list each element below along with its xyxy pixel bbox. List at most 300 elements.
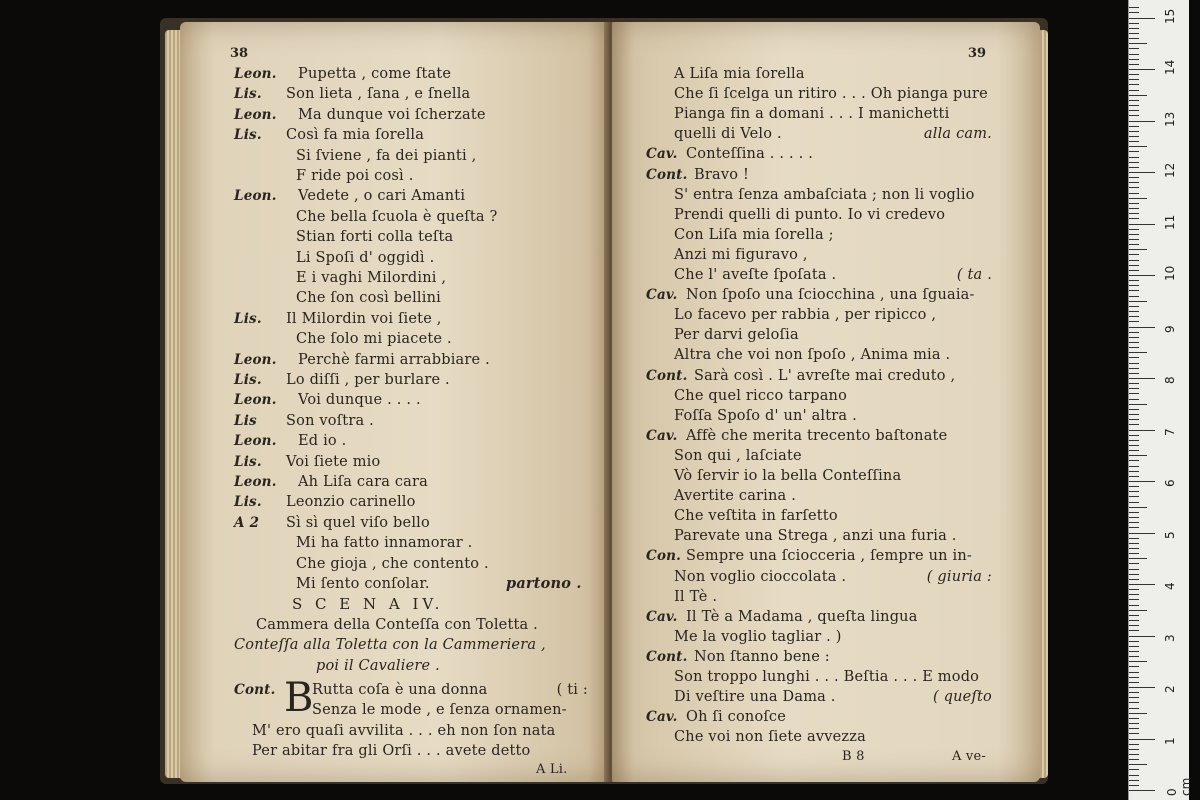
ruler-tick [1129, 182, 1139, 183]
verse-turnover: ( ti : [556, 682, 588, 698]
text-line [646, 345, 992, 365]
ruler-tick [1129, 234, 1139, 235]
line-text: Sì sì quel viſo bello [286, 514, 430, 531]
ruler-tick [1129, 54, 1139, 55]
ruler-tick [1129, 208, 1139, 209]
ruler-tick [1129, 538, 1139, 539]
speaker-label: Leon. [234, 351, 277, 368]
line-text: Non ſtanno bene : [694, 648, 830, 665]
text-line [646, 506, 992, 526]
ruler-tick [1129, 198, 1147, 199]
ruler-tick [1129, 399, 1139, 400]
measurement-ruler [1128, 0, 1193, 800]
line-text: Senza le mode , e ſenza ornamen- [312, 702, 567, 719]
ruler-tick [1129, 527, 1139, 528]
line-text: Pianga fin a domani . . . I manichetti [674, 106, 950, 123]
ruler-tick [1129, 733, 1139, 734]
ruler-tick [1129, 18, 1155, 19]
ruler-tick [1129, 682, 1139, 683]
text-line [234, 452, 604, 472]
ruler-tick [1129, 146, 1147, 147]
ruler-tick [1129, 522, 1139, 523]
text-line [646, 124, 992, 144]
text-line [646, 285, 992, 305]
ruler-tick [1129, 558, 1147, 559]
ruler-tick [1129, 646, 1139, 647]
ruler-tick [1129, 229, 1139, 230]
text-line [646, 486, 992, 506]
ruler-label: 12 [1163, 162, 1177, 178]
text-line [234, 268, 604, 288]
ruler-label: 5 [1163, 530, 1177, 539]
ruler-tick [1129, 95, 1147, 96]
ruler-tick [1129, 476, 1139, 477]
ruler-tick [1129, 203, 1139, 204]
speaker-label: Lis. [234, 86, 262, 103]
ruler-tick [1129, 553, 1139, 554]
signature-mark: B 8 [842, 749, 865, 765]
ruler-label: 3 [1163, 633, 1177, 642]
line-text: Oh ſi conoſce [686, 709, 787, 726]
text-line [234, 390, 604, 410]
text-line [234, 186, 604, 206]
text-line [646, 165, 992, 185]
ruler-tick [1129, 672, 1139, 673]
ruler-tick [1129, 625, 1139, 626]
ruler-tick [1129, 543, 1139, 544]
ruler-tick [1129, 74, 1139, 75]
line-text: Ed io . [298, 433, 347, 450]
ruler-tick [1129, 491, 1139, 492]
ruler-label: 6 [1163, 479, 1177, 487]
ruler-tick [1129, 352, 1147, 353]
ruler-tick [1129, 641, 1139, 642]
ruler-tick [1129, 610, 1147, 611]
line-text: Me la voglio tagliar . ) [674, 628, 842, 645]
ruler-tick [1129, 769, 1139, 770]
ruler-tick [1129, 110, 1139, 111]
line-text: Sarà così . L' avreſte mai creduto , [694, 367, 956, 384]
text-line [234, 554, 604, 574]
text-line [234, 370, 604, 390]
line-text: Non ſpoſo una ſciocchina , una ſguaia- [686, 287, 975, 304]
ruler-tick [1129, 666, 1139, 667]
ruler-tick [1129, 383, 1139, 384]
ruler-tick [1129, 136, 1139, 137]
ruler-tick [1129, 507, 1147, 508]
speaker-label: Cont. [646, 648, 688, 665]
catchword: A ve- [952, 749, 986, 765]
text-line [234, 207, 604, 227]
line-text: Che l' aveſte ſpoſata . [674, 267, 837, 283]
line-text: Vò ſervir io la bella Conteſſina [674, 468, 902, 484]
ruler-tick [1129, 780, 1139, 781]
text-line [646, 687, 992, 707]
ruler-tick [1129, 486, 1139, 487]
speaker-label: Con. [646, 548, 682, 565]
line-text: Per abitar fra gli Orſi . . . avete detto [252, 743, 531, 760]
text-line [646, 406, 992, 426]
line-text: Che quel ricco tarpano [674, 387, 848, 404]
text-line [646, 185, 992, 205]
text-line [234, 350, 604, 370]
text-line [646, 667, 992, 687]
text-line [234, 513, 604, 533]
ruler-tick [1129, 373, 1139, 374]
ruler-label: 7 [1163, 427, 1177, 436]
text-line [234, 105, 604, 125]
line-text: Che bella ſcuola è queſta ? [296, 208, 498, 225]
ruler-tick [1129, 393, 1139, 394]
ruler-tick [1129, 460, 1139, 461]
ruler-tick [1129, 285, 1139, 286]
ruler-tick [1129, 332, 1139, 333]
text-line [646, 205, 992, 225]
line-text: Prendi quelli di punto. Io vi credevo [674, 206, 946, 223]
line-text: Che ſolo mi piacete . [296, 331, 452, 348]
text-line [646, 366, 992, 386]
line-text: quelli di Velo . [674, 126, 782, 143]
line-text: Perchè farmi arrabbiare . [298, 351, 490, 368]
line-text: Pupetta , come ſtate [298, 66, 452, 82]
ruler-tick [1129, 378, 1155, 379]
ruler-tick [1129, 296, 1139, 297]
line-text: Mi ha fatto innamorar . [296, 535, 473, 552]
text-line [646, 144, 992, 164]
ruler-tick [1129, 450, 1139, 451]
text-line [646, 546, 992, 566]
ruler-tick [1129, 79, 1139, 80]
line-text: Altra che voi non ſpoſo , Anima mia . [674, 347, 951, 364]
ruler-tick [1129, 718, 1139, 719]
verse-turnover: ( queſto [933, 689, 992, 706]
speaker-label: Lis. [234, 127, 262, 144]
ruler-tick [1129, 301, 1147, 302]
line-text: Sempre una ſciocceria , ſempre un in- [686, 548, 972, 565]
text-line [234, 166, 604, 186]
ruler-tick [1129, 435, 1139, 436]
ruler-tick [1129, 697, 1139, 698]
line-text: Voi dunque . . . . [298, 392, 421, 409]
ruler-tick [1129, 126, 1139, 127]
line-text: Il Tè a Madama , queſta lingua [686, 608, 918, 625]
ruler-tick [1129, 430, 1155, 431]
ruler-tick [1129, 630, 1139, 631]
ruler-tick [1129, 512, 1139, 513]
text-line [234, 492, 604, 512]
ruler-tick [1129, 440, 1139, 441]
ruler-label: 8 [1163, 376, 1177, 384]
line-text: Bravo ! [694, 166, 749, 183]
ruler-tick [1129, 151, 1139, 152]
line-text: Affè che merita trecento baſtonate [686, 427, 948, 444]
line-text: Per darvi geloſia [674, 327, 799, 344]
ruler-tick [1129, 84, 1139, 85]
speaker-label: Cav. [646, 287, 678, 304]
ruler-tick [1129, 141, 1139, 142]
ruler-tick [1129, 692, 1139, 693]
left-page [180, 22, 610, 782]
speaker-label: Leon. [234, 392, 277, 409]
text-line [234, 329, 604, 349]
speaker-label: Cont. [646, 367, 688, 384]
line-text: F ride poi così . [296, 168, 414, 184]
text-line [646, 446, 992, 466]
line-text: Che ſon così bellini [296, 290, 441, 307]
ruler-tick [1129, 615, 1139, 616]
right-page [612, 22, 1040, 782]
text-line [646, 647, 992, 667]
ruler-tick [1129, 12, 1139, 13]
ruler-tick [1129, 162, 1139, 163]
text-line [646, 64, 992, 84]
ruler-tick [1129, 656, 1139, 657]
line-text: Son troppo lunghi . . . Beſtia . . . E modo [674, 669, 980, 685]
ruler-tick [1129, 311, 1139, 312]
line-text: Che veſtita in farſetto [674, 508, 838, 525]
ruler-tick [1129, 100, 1139, 101]
ruler-tick [1129, 713, 1147, 714]
text-line [646, 567, 992, 587]
line-text: Il Tè . [674, 588, 718, 605]
ruler-tick [1129, 115, 1139, 116]
text-line [646, 84, 992, 104]
text-line [234, 574, 604, 594]
text-line [234, 248, 604, 268]
text-line [234, 227, 604, 247]
speaker-label: Cav. [646, 427, 678, 444]
ruler-tick [1129, 764, 1147, 765]
ruler-tick [1129, 687, 1155, 688]
ruler-tick [1129, 708, 1139, 709]
speaker-label: Leon. [234, 188, 277, 205]
text-line [646, 325, 992, 345]
ruler-tick [1129, 121, 1155, 122]
ruler-label: 13 [1163, 111, 1177, 127]
ruler-label: 14 [1163, 59, 1177, 75]
line-text: Con Liſa mia ſorella ; [674, 226, 834, 243]
ruler-tick [1129, 620, 1139, 621]
ruler-tick [1129, 290, 1139, 291]
ruler-tick [1129, 172, 1155, 173]
ruler-tick [1129, 785, 1139, 786]
ruler-tick [1129, 584, 1155, 585]
text-line [234, 64, 604, 84]
ruler-tick [1129, 739, 1155, 740]
line-text: Lo facevo per rabbia , per ripicco , [674, 307, 937, 324]
ruler-label: 11 [1163, 214, 1177, 230]
ruler-tick [1129, 23, 1139, 24]
ruler-tick [1129, 424, 1139, 425]
text-line [646, 225, 992, 245]
ruler-tick [1129, 661, 1147, 662]
line-text: Conteſſina . . . . . [686, 146, 814, 163]
ruler-tick [1129, 316, 1139, 317]
line-text: Il Milordin voi ſiete , [286, 310, 442, 327]
ruler-tick [1129, 574, 1139, 575]
speaker-label: Leon. [234, 433, 277, 450]
stage-direction: partono . [506, 575, 582, 592]
ruler-tick [1129, 321, 1139, 322]
text-line [646, 727, 992, 747]
text-line [646, 627, 992, 647]
line-text: Li Spoſi d' oggidì . [296, 249, 435, 266]
ruler-tick [1129, 605, 1139, 606]
line-text: Lo diſſi , per burlare . [286, 372, 450, 388]
ruler-tick [1129, 327, 1155, 328]
text-line [234, 84, 604, 104]
ruler-tick [1129, 533, 1155, 534]
ruler-tick [1129, 193, 1139, 194]
text-line [646, 104, 992, 124]
ruler-tick [1129, 754, 1139, 755]
ruler-tick [1129, 481, 1155, 482]
ruler-tick [1129, 636, 1155, 637]
ruler-tick [1129, 249, 1147, 250]
line-text: Son lieta , ſana , e ſnella [286, 86, 471, 103]
line-text: Ma dunque voi ſcherzate [298, 106, 486, 123]
line-text: E i vaghi Milordini , [296, 270, 447, 286]
line-text: Anzi mi figuravo , [674, 246, 808, 263]
line-text: Vedete , o cari Amanti [298, 188, 466, 205]
ruler-tick [1129, 69, 1155, 70]
ruler-tick [1129, 723, 1139, 724]
ruler-tick [1129, 213, 1139, 214]
ruler-tick [1129, 90, 1139, 91]
ruler-tick [1129, 342, 1139, 343]
speaker-label: Cav. [646, 146, 678, 163]
ruler-tick [1129, 347, 1139, 348]
ruler-tick [1129, 33, 1139, 34]
ruler-tick [1129, 38, 1139, 39]
ruler-label: 9 [1163, 324, 1177, 333]
ruler-tick [1129, 594, 1139, 595]
ruler-tick [1129, 496, 1139, 497]
speaker-label: Cav. [646, 608, 678, 625]
ruler-tick [1129, 589, 1139, 590]
text-line [646, 587, 992, 607]
text-line [234, 472, 604, 492]
ruler-tick [1129, 579, 1139, 580]
ruler-tick [1129, 224, 1155, 225]
ruler-label: 15 [1163, 8, 1177, 24]
text-line [312, 680, 588, 700]
ruler-tick [1129, 502, 1139, 503]
line-text: Leonzio carinello [286, 494, 416, 511]
line-text: Parevate una Strega , anzi una furia . [674, 528, 957, 545]
scene-place: Cammera della Conteſſa con Toletta . [256, 616, 538, 633]
ruler-tick [1129, 363, 1139, 364]
ruler-tick [1129, 548, 1139, 549]
text-line [252, 721, 588, 741]
speaker-label: Lis. [234, 372, 262, 388]
ruler-tick [1129, 218, 1139, 219]
drop-cap: B [284, 675, 314, 721]
ruler-tick [1129, 48, 1139, 49]
ruler-tick [1129, 517, 1139, 518]
text-line [646, 466, 992, 486]
ruler-tick [1129, 455, 1147, 456]
text-line [312, 700, 588, 720]
text-line [646, 607, 992, 627]
ruler-tick [1129, 131, 1139, 132]
page-number: 39 [968, 46, 987, 61]
text-line [646, 245, 992, 265]
ruler-tick [1129, 64, 1139, 65]
text-line [646, 426, 992, 446]
speaker-label: Leon. [234, 66, 277, 82]
ruler-tick [1129, 775, 1139, 776]
line-text: S' entra ſenza ambaſciata ; non li voglio [674, 186, 975, 203]
ruler-label: 1 [1163, 736, 1177, 745]
page-number: 38 [230, 46, 249, 61]
line-text: Così fa mia ſorella [286, 127, 425, 144]
ruler-tick [1129, 388, 1139, 389]
ruler-tick [1129, 368, 1139, 369]
ruler-tick [1129, 357, 1139, 358]
verse-turnover: alla cam. [923, 126, 992, 143]
line-text: Ah Liſa cara cara [298, 474, 428, 490]
text-line [234, 431, 604, 451]
ruler-tick [1129, 651, 1139, 652]
speaker-label: Cont. [234, 682, 276, 698]
ruler-label: 4 [1163, 582, 1177, 590]
ruler-tick [1129, 260, 1139, 261]
ruler-unit-label: 0 cm [1165, 777, 1193, 796]
ruler-tick [1129, 177, 1139, 178]
ruler-tick [1129, 563, 1139, 564]
line-text: Rutta coſa è una donna [312, 682, 488, 698]
ruler-tick [1129, 337, 1139, 338]
ruler-tick [1129, 404, 1147, 405]
scene-title: S C E N A IV. [292, 595, 444, 614]
ruler-tick [1129, 471, 1139, 472]
ruler-tick [1129, 744, 1139, 745]
line-text: Son voſtra . [286, 412, 374, 429]
ruler-label: 2 [1163, 685, 1177, 693]
ruler-tick [1129, 569, 1139, 570]
line-text: Avertite carina . [674, 488, 797, 505]
scene-direction: poi il Cavaliere . [316, 657, 440, 674]
line-text: Si ſviene , fa dei pianti , [296, 147, 477, 164]
ruler-tick [1129, 445, 1139, 446]
line-text: A Liſa mia ſorella [674, 66, 805, 82]
ruler-tick [1129, 275, 1155, 276]
ruler-tick [1129, 239, 1139, 240]
verse-turnover: ( ta . [956, 267, 992, 283]
ruler-tick [1129, 254, 1139, 255]
scene-direction: Conteſſa alla Toletta con la Cammeriera , [234, 637, 546, 654]
line-text: Son qui , laſciate [674, 447, 802, 464]
ruler-tick [1129, 419, 1139, 420]
speaker-label: Leon. [234, 474, 277, 490]
line-text: Non voglio cioccolata . [674, 568, 847, 585]
text-line [646, 707, 992, 727]
ruler-tick [1129, 105, 1139, 106]
ruler-tick [1129, 749, 1139, 750]
speaker-label: Leon. [234, 106, 277, 123]
speaker-label: Lis. [234, 453, 262, 470]
ruler-tick [1129, 759, 1139, 760]
catchword: A Li. [536, 761, 568, 777]
line-text: Mi ſento conſolar. [296, 576, 430, 592]
ruler-tick [1129, 7, 1139, 8]
speaker-label: Lis [234, 412, 257, 429]
line-text: Voi ſiete mio [286, 453, 381, 470]
text-line [234, 146, 604, 166]
ruler-tick [1129, 43, 1147, 44]
ruler-tick [1129, 265, 1139, 266]
